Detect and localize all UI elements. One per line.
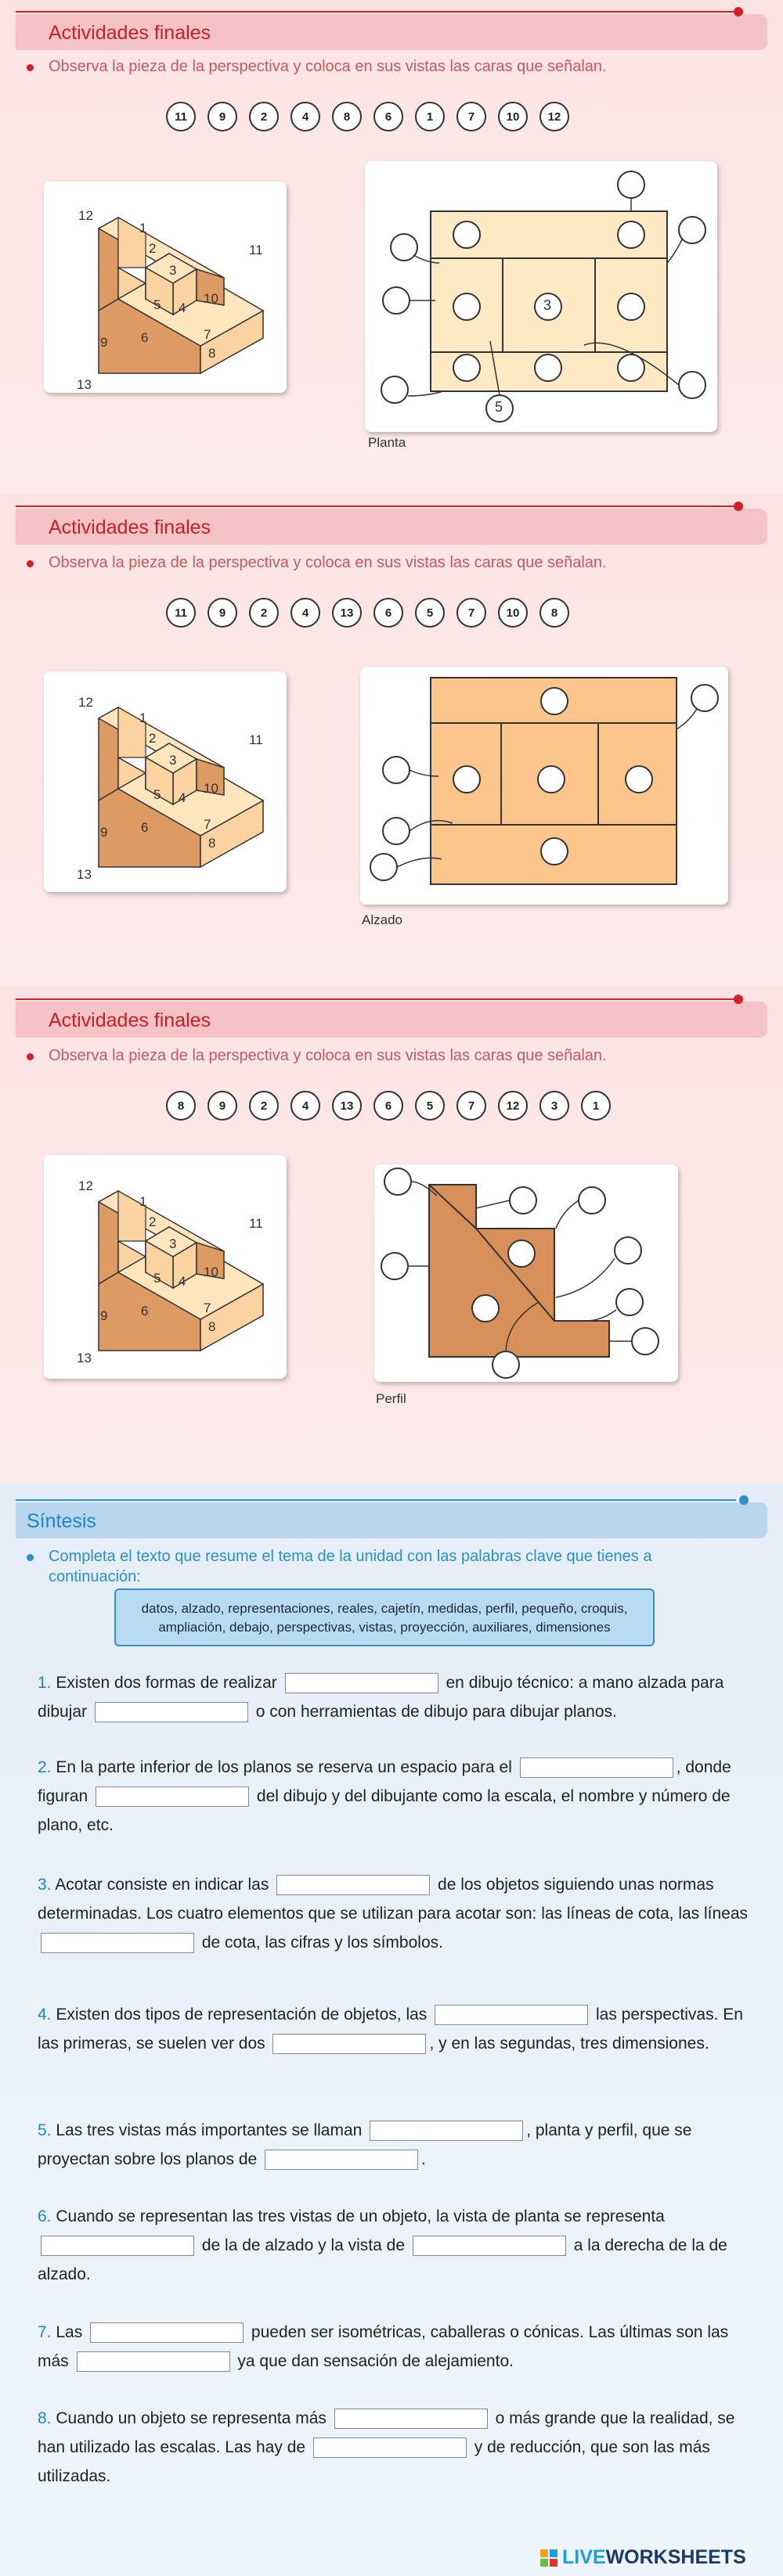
question-6: 6. Cuando se representan las tres vistas de un objeto, la vista de planta se representa de la de alzado y la vista de a la derecha de la de alzado. <box>38 2207 727 2283</box>
section-title: Actividades finales <box>49 516 211 538</box>
face-label: 2 <box>149 241 157 256</box>
question-7: 7. Las pueden ser isométricas, caballeras o cónicas. Las últimas son las más ya que dan sensación de alejamiento. <box>38 2318 750 2376</box>
question-3: 3. Acotar consiste en indicar las de los objetos siguiendo unas normas determinadas. Los cuatro elementos que se utilizan para acotar son: las líneas de cota, las líneas de cota, las cifras y los símbolos. <box>38 1870 750 1957</box>
answer-chip[interactable]: 4 <box>290 102 320 131</box>
header-dot <box>734 7 743 16</box>
bullet-icon <box>27 64 34 71</box>
alzado-view-panel <box>360 667 728 905</box>
question-5: 5. Las tres vistas más importantes se llaman , planta y perfil, que se proyectan sobre los planos de . <box>38 2116 750 2174</box>
answer-chip[interactable]: 7 <box>456 1091 486 1121</box>
answer-chip[interactable]: 11 <box>166 598 196 628</box>
face-label: 10 <box>204 291 218 306</box>
answer-blank[interactable] <box>265 2150 418 2170</box>
face-label: 7 <box>204 1301 211 1315</box>
keyword-box <box>114 1588 655 1646</box>
given-label: 5 <box>495 399 503 415</box>
answer-blank[interactable] <box>313 2437 467 2458</box>
answer-chip[interactable]: 12 <box>498 1091 528 1121</box>
face-label: 7 <box>204 817 211 832</box>
answer-chip[interactable]: 3 <box>539 1091 569 1121</box>
face-label: 3 <box>169 1236 177 1251</box>
view-label: Alzado <box>362 912 402 927</box>
answer-blank[interactable] <box>285 1673 438 1693</box>
view-label: Perfil <box>376 1391 406 1406</box>
face-label: 11 <box>249 243 263 257</box>
answer-chip[interactable]: 12 <box>539 102 569 131</box>
face-label: 4 <box>179 1274 186 1289</box>
answer-chip[interactable]: 10 <box>498 598 528 628</box>
isometric-panel <box>44 671 287 892</box>
face-label: 1 <box>139 1194 147 1209</box>
answer-blank[interactable] <box>370 2121 523 2141</box>
instruction-text: Observa la pieza de la perspectiva y coloca en sus vistas las caras que señalan. <box>49 1047 607 1064</box>
answer-chip[interactable]: 6 <box>373 102 403 131</box>
sintesis-header <box>16 1502 767 1538</box>
face-label: 2 <box>149 1214 157 1229</box>
answer-chip[interactable]: 7 <box>456 102 486 131</box>
answer-chip[interactable]: 8 <box>166 1091 196 1121</box>
face-label: 5 <box>153 1271 161 1286</box>
isometric-panel <box>44 1155 287 1379</box>
answer-chip[interactable]: 4 <box>290 598 320 628</box>
answer-chip[interactable]: 2 <box>249 1091 279 1121</box>
answer-blank[interactable] <box>90 2322 244 2343</box>
answer-chip[interactable]: 8 <box>539 598 569 628</box>
question-1: 1. Existen dos formas de realizar en dibujo técnico: a mano alzada para dibujar o con herramientas de dibujo para dibujar planos. <box>38 1668 750 1726</box>
answer-chip[interactable]: 5 <box>415 1091 445 1121</box>
answer-chip[interactable]: 10 <box>498 102 528 131</box>
sintesis-instruction: Completa el texto que resume el tema de la unidad con las palabras clave que tienes a continuación: <box>49 1548 652 1585</box>
answer-chip[interactable]: 5 <box>415 598 445 628</box>
answer-chip[interactable]: 2 <box>249 598 279 628</box>
header-rule <box>16 11 736 13</box>
question-4: 4. Existen dos tipos de representación de objetos, las las perspectivas. En las primeras, se suelen ver dos , y en las segundas, tres dimensiones. <box>38 2000 750 2058</box>
answer-blank[interactable] <box>96 1786 249 1807</box>
answer-chip[interactable]: 13 <box>332 598 362 628</box>
bullet-icon <box>27 1554 34 1561</box>
face-label: 3 <box>169 753 177 768</box>
answer-chip[interactable]: 9 <box>207 598 237 628</box>
header-rule <box>16 1499 736 1501</box>
section-header <box>16 14 767 50</box>
answer-blank[interactable] <box>334 2409 488 2429</box>
question-8: 8. Cuando un objeto se representa más o más grande que la realidad, se han utilizado las escalas. Las hay de y de reducción, que son las más utilizadas. <box>38 2409 735 2485</box>
face-label: 4 <box>179 300 186 315</box>
face-label: 10 <box>204 1265 218 1279</box>
isometric-panel <box>44 182 287 393</box>
face-label: 11 <box>249 732 263 747</box>
answer-chip[interactable]: 11 <box>166 102 196 131</box>
face-label: 1 <box>139 711 147 725</box>
answer-chip[interactable]: 1 <box>581 1091 611 1121</box>
header-dot <box>734 502 743 511</box>
face-label: 9 <box>100 1308 108 1323</box>
header-dot <box>734 995 743 1004</box>
face-label: 12 <box>78 208 93 223</box>
face-label: 8 <box>208 346 216 361</box>
question-2: 2. En la parte inferior de los planos se reserva un espacio para el , donde figuran del dibujo y del dibujante como la escala, el nombre y número de plano, etc. <box>38 1758 731 1834</box>
answer-chip-row <box>166 598 569 629</box>
answer-chip-row <box>166 102 569 133</box>
face-label: 2 <box>149 731 157 746</box>
face-label: 7 <box>204 327 211 342</box>
face-label: 4 <box>179 790 186 805</box>
header-rule <box>16 998 736 1000</box>
face-label: 6 <box>141 820 149 835</box>
planta-figure <box>365 161 717 432</box>
keyword-list: ampliación, debajo, perspectivas, vistas, proyección, auxiliares, dimensiones <box>158 1620 611 1635</box>
instruction-text: Observa la pieza de la perspectiva y coloca en sus vistas las caras que señalan. <box>49 554 607 571</box>
answer-chip[interactable]: 6 <box>373 1091 403 1121</box>
face-label: 3 <box>169 263 177 278</box>
answer-chip[interactable]: 9 <box>207 102 237 131</box>
face-label: 8 <box>208 1319 216 1334</box>
answer-blank[interactable] <box>41 1933 194 1953</box>
face-label: 9 <box>100 335 108 350</box>
perfil-view-panel <box>374 1164 678 1382</box>
face-label: 12 <box>78 695 93 710</box>
instruction-text: Observa la pieza de la perspectiva y coloca en sus vistas las caras que señalan. <box>49 58 607 75</box>
answer-chip[interactable]: 2 <box>249 102 279 131</box>
given-label: 3 <box>543 297 552 313</box>
answer-blank[interactable] <box>435 2005 588 2025</box>
section-title: Actividades finales <box>49 22 211 44</box>
face-label: 5 <box>153 787 161 802</box>
answer-blank[interactable] <box>95 1702 248 1722</box>
sintesis-title: Síntesis <box>27 1510 96 1532</box>
face-label: 9 <box>100 825 108 840</box>
keyword-list: datos, alzado, representaciones, reales, cajetín, medidas, perfil, pequeño, croquis, <box>141 1601 628 1616</box>
answer-blank[interactable] <box>413 2236 566 2256</box>
bullet-icon <box>27 1053 34 1060</box>
logo-icon <box>540 2549 557 2567</box>
answer-chip[interactable]: 6 <box>373 598 403 628</box>
face-label: 12 <box>78 1178 93 1193</box>
face-label: 6 <box>141 330 149 345</box>
answer-blank[interactable] <box>276 1875 430 1895</box>
face-label: 5 <box>153 297 161 312</box>
answer-blank[interactable] <box>272 2034 426 2054</box>
view-label: Planta <box>368 435 406 450</box>
answer-blank[interactable] <box>520 1758 673 1778</box>
answer-blank[interactable] <box>77 2351 230 2372</box>
section-header <box>16 1002 767 1038</box>
answer-chip[interactable]: 9 <box>207 1091 237 1121</box>
answer-chip[interactable]: 1 <box>415 102 445 131</box>
section-header <box>16 509 767 545</box>
header-rule <box>16 505 736 507</box>
answer-chip-row <box>166 1091 611 1122</box>
face-label: 8 <box>208 836 216 851</box>
bullet-icon <box>27 560 34 567</box>
answer-chip[interactable]: 4 <box>290 1091 320 1121</box>
face-label: 13 <box>77 1351 92 1365</box>
section-title: Actividades finales <box>49 1009 211 1031</box>
alzado-figure <box>360 667 728 905</box>
perfil-figure <box>374 1164 678 1382</box>
liveworksheets-logo[interactable] <box>540 2546 746 2569</box>
header-dot <box>739 1495 749 1505</box>
face-label: 13 <box>77 867 92 882</box>
answer-chip[interactable]: 7 <box>456 598 486 628</box>
face-label: 1 <box>139 221 147 236</box>
face-label: 10 <box>204 781 218 796</box>
face-label: 6 <box>141 1304 149 1319</box>
answer-blank[interactable] <box>41 2236 194 2256</box>
face-label: 11 <box>249 1216 263 1231</box>
answer-chip[interactable]: 13 <box>332 1091 362 1121</box>
face-label: 13 <box>77 377 92 392</box>
logo-text: LIVEWORKSHEETS <box>562 2546 746 2568</box>
answer-chip[interactable]: 8 <box>332 102 362 131</box>
planta-view-panel <box>365 161 717 432</box>
